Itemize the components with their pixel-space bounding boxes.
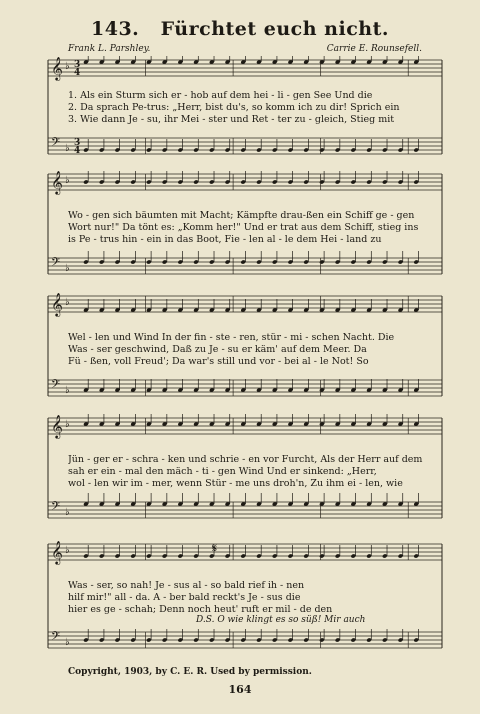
- bass-clef-icon: 𝄢: [51, 500, 61, 516]
- hymn-heading: [0, 18, 480, 40]
- lyric-line-3-2: Was - ser geschwind, Daß zu Je - su er käm' auf dem Meer. Da: [68, 344, 367, 355]
- bass-clef-icon: 𝄢: [51, 630, 61, 646]
- flat-sign-icon: ♭: [65, 263, 70, 274]
- flat-sign-icon: ♭: [65, 143, 70, 154]
- flat-sign-icon: ♭: [65, 419, 70, 430]
- hymn-title: Fürchtet euch nicht.: [160, 18, 389, 40]
- bass-clef-icon: 𝄢: [51, 378, 61, 394]
- lyric-line-5-3: hier es ge - schah; Denn noch heut' ruft er mil - de den: [68, 604, 333, 615]
- page-number: 164: [228, 683, 252, 696]
- lyric-line-2-2: Wort nur!" Da tönt es: „Komm her!" Und er trat aus dem Schiff, stieg ins: [68, 222, 419, 233]
- time-signature: 3: [74, 60, 81, 70]
- time-signature: 4: [74, 146, 81, 156]
- segno-icon: 𝄋: [212, 541, 218, 555]
- lyric-line-2-1: Wo - gen sich bäumten mit Macht; Kämpfte drau-ßen ein Schiff ge - gen: [68, 210, 415, 221]
- lyric-line-4-3: wol - len wir im - mer, wenn Stür - me uns droh'n, Zu ihm ei - len, wie: [68, 478, 403, 489]
- music-system-4: [40, 414, 444, 526]
- flat-sign-icon: ♭: [65, 385, 70, 396]
- music-system-3: [40, 292, 444, 404]
- music-system-5: [40, 540, 444, 656]
- bass-clef-icon: 𝄢: [51, 256, 61, 272]
- lyric-line-4-1: Jün - ger er - schra - ken und schrie - en vor Furcht, Als der Herr auf dem: [68, 454, 423, 465]
- hymn-number: 143.: [91, 18, 140, 40]
- author-credit: Carrie E. Rounsefell.: [326, 44, 422, 54]
- treble-clef-icon: 𝄞: [51, 414, 63, 438]
- lyric-line-5-2: hilf mir!" all - da. A - ber bald reckt's Je - sus die: [68, 592, 301, 603]
- treble-clef-icon: 𝄞: [51, 540, 63, 564]
- time-signature: 4: [74, 68, 81, 78]
- dal-segno-text: D.S. O wie klingt es so süß! Mir auch: [196, 615, 366, 625]
- lyric-line-1-2: 2. Da sprach Pe-trus: „Herr, bist du's, so komm ich zu dir! Sprich ein: [68, 102, 400, 113]
- lyric-line-5-1: Was - ser, so nah! Je - sus al - so bald rief ih - nen: [68, 580, 305, 591]
- flat-sign-icon: ♭: [65, 297, 70, 308]
- composer-credit: Frank L. Parshley.: [68, 44, 151, 54]
- lyric-line-4-2: sah er ein - mal den mäch - ti - gen Wind Und er sinkend: „Herr,: [68, 466, 377, 477]
- lyric-line-2-3: is Pe - trus hin - ein in das Boot, Fie - len al - le dem Hei - land zu: [68, 234, 382, 245]
- flat-sign-icon: ♭: [65, 175, 70, 186]
- music-system-2: [40, 170, 444, 282]
- treble-clef-icon: 𝄞: [51, 170, 63, 194]
- copyright-notice: Copyright, 1903, by C. E. R. Used by permission.: [68, 667, 312, 677]
- bass-clef-icon: 𝄢: [51, 136, 61, 152]
- flat-sign-icon: ♭: [65, 507, 70, 518]
- flat-sign-icon: ♭: [65, 637, 70, 648]
- lyric-line-3-1: Wel - len und Wind In der fin - ste - ren, stür - mi - schen Nacht. Die: [68, 332, 395, 343]
- treble-clef-icon: 𝄞: [51, 292, 63, 316]
- treble-clef-icon: 𝄞: [51, 56, 63, 80]
- lyric-line-3-3: Fü - ßen, voll Freud'; Da war's still und vor - bei al - le Not! So: [68, 356, 369, 367]
- time-signature: 3: [74, 138, 81, 148]
- lyric-line-1-1: 1. Als ein Sturm sich er - hob auf dem hei - li - gen See Und die: [68, 90, 373, 101]
- flat-sign-icon: ♭: [65, 61, 70, 72]
- lyric-line-1-3: 3. Wie dann Je - su, ihr Mei - ster und Ret - ter zu - gleich, Stieg mit: [68, 114, 395, 125]
- music-system-1: [40, 56, 444, 162]
- flat-sign-icon: ♭: [65, 545, 70, 556]
